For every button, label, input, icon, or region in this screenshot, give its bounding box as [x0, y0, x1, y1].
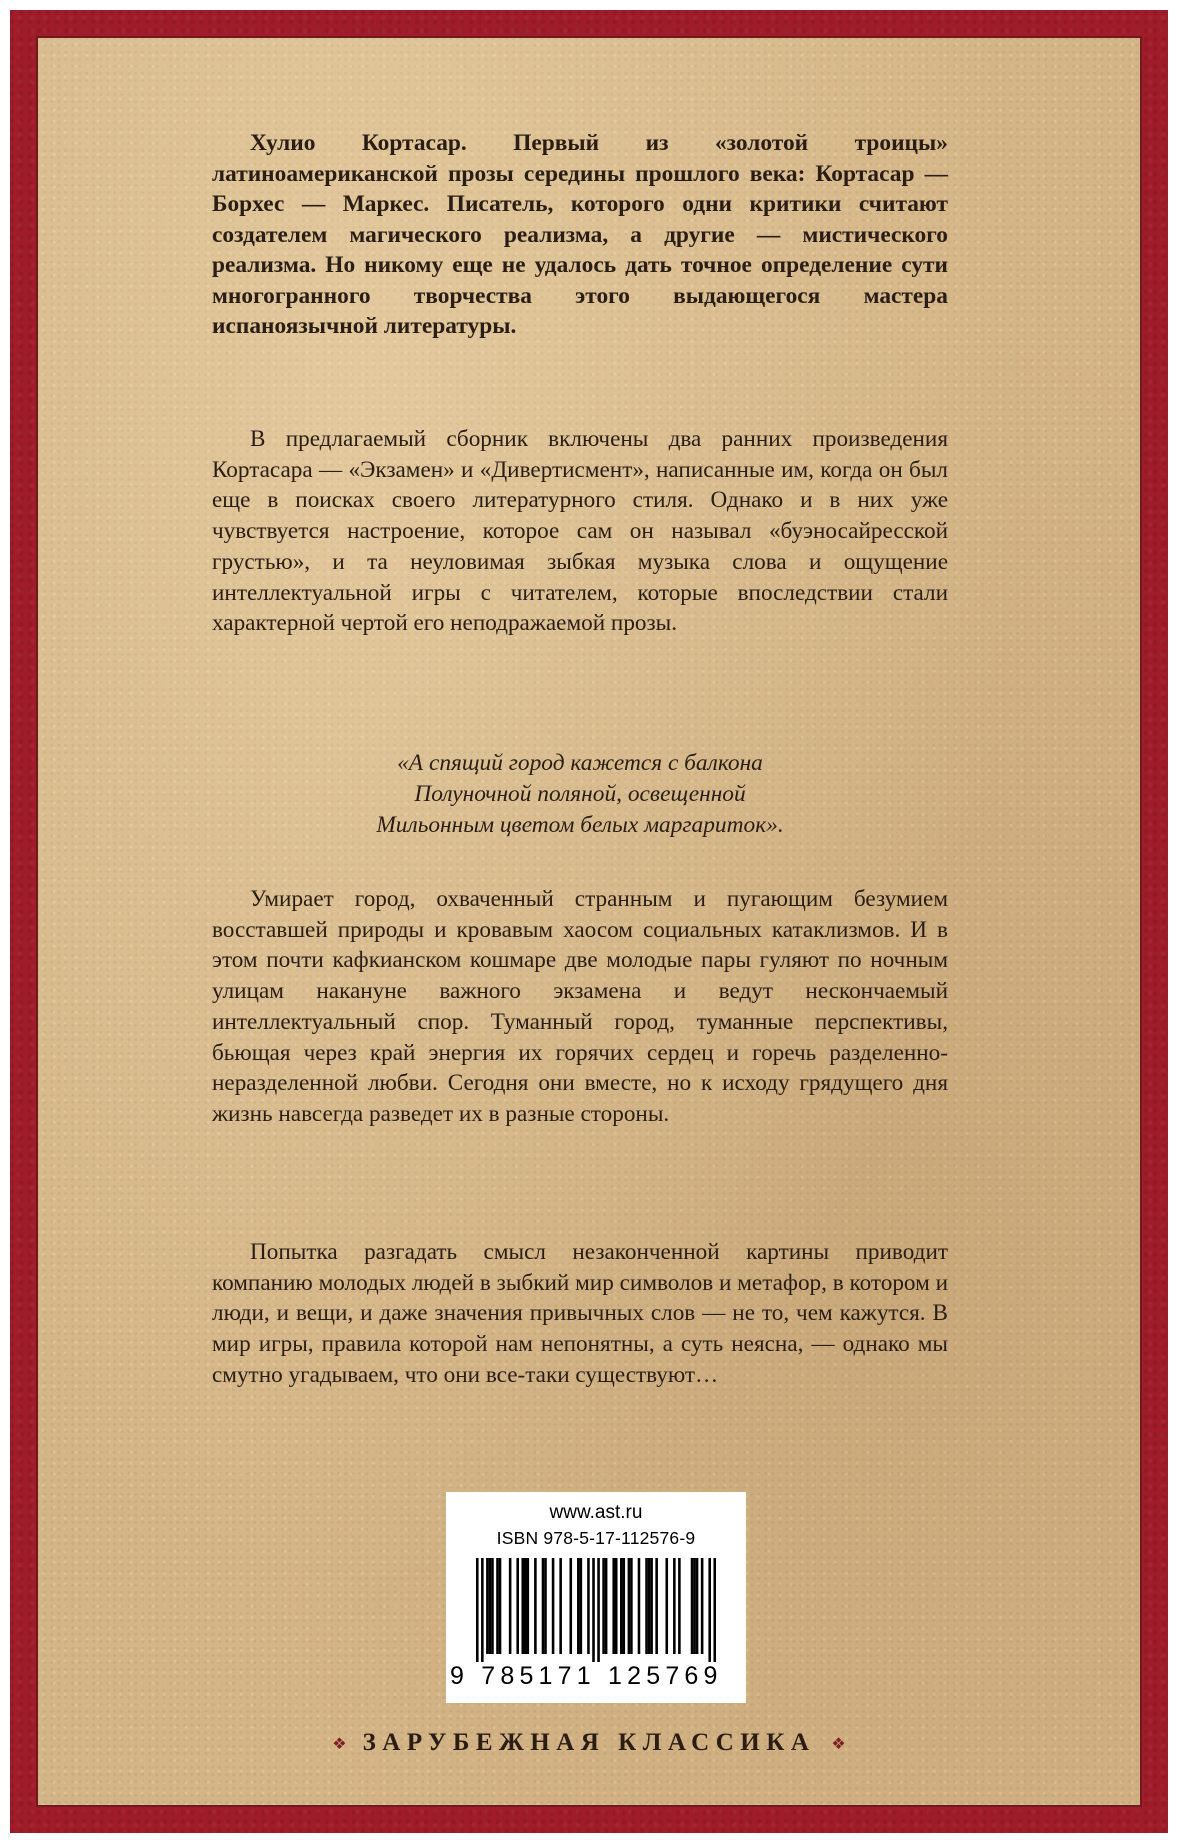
barcode-bar: [645, 1558, 648, 1654]
barcode-bar: [542, 1558, 545, 1654]
barcode-bar: [569, 1558, 572, 1654]
barcode-bar: [612, 1558, 615, 1654]
barcode-bar: [534, 1558, 537, 1654]
barcode-bar: [650, 1558, 653, 1654]
barcode-bar: [623, 1558, 626, 1654]
publisher-url: www.ast.ru: [549, 1502, 643, 1523]
barcode-bar: [559, 1558, 562, 1654]
barcode-bar: [701, 1558, 704, 1654]
description-paragraph-3: Попытка разгадать смысл незаконченной картины приводит компанию молодых людей в зыбкий мир символов и метафор, в котором и люди, и вещи, и даже значения привычных слов — не то, чем кажутся. В мир игры, правила которой нам непонятны, а суть неясна, — однако мы смутно угадываем, что они все-таки существуют…: [212, 1239, 948, 1388]
barcode-bar: [597, 1558, 600, 1662]
barcode-bar: [476, 1558, 479, 1662]
barcode-bar: [592, 1558, 595, 1662]
ornament-right-icon: ❖: [831, 1733, 846, 1753]
isbn-text: ISBN 978-5-17-112576-9: [496, 1528, 696, 1548]
barcode-bar: [580, 1558, 583, 1654]
barcode-bar: [693, 1558, 696, 1654]
barcode-bars: [476, 1558, 716, 1662]
barcode-bar: [602, 1558, 605, 1654]
barcode-bar: [713, 1558, 716, 1662]
poem-quote: [212, 748, 948, 841]
barcode-bar: [648, 1558, 651, 1654]
series-title: ЗАРУБЕЖНАЯ КЛАССИКА: [362, 1729, 816, 1756]
barcode-bar: [486, 1558, 489, 1654]
barcode-bar: [691, 1558, 694, 1654]
barcode-bar: [489, 1558, 492, 1654]
barcode-bar: [605, 1558, 608, 1654]
barcode-bar: [491, 1558, 494, 1654]
barcode-bar: [655, 1558, 658, 1654]
barcode-bar: [552, 1558, 555, 1654]
barcode-bar: [628, 1558, 631, 1654]
barcode-bar: [587, 1558, 590, 1654]
barcode-bar: [499, 1558, 502, 1654]
intro-paragraph: Хулио Кортасар. Первый из «золотой троицы» латиноамериканской прозы середины прошлого века: Кортасар — Борхес — Маркес. Писатель, которого одни критики считают создателем магического реализма, а другие — мистического реализма. Но никому еще не удалось дать точное определение сути многогранного творчества этого выдающегося мастера испаноязычной литературы.: [212, 130, 948, 339]
quote-line-1: «А спящий город кажется с балкона: [397, 750, 763, 776]
description-paragraph-1: В предлагаемый сборник включены два ранних произведения Кортасара — «Экзамен» и «Дивертисмент», написанные им, когда он был еще в поисках своего литературного стиля. Однако и в них уже чувствуется настроение, которое сам он называл «буэносайресской грустью», и та неуловимая зыбкая музыка слова и ощущение интеллектуальной игры с читателем, которые впоследствии стали характерной чертой его неподражаемой прозы.: [212, 426, 948, 637]
ornament-left-icon: ❖: [332, 1733, 347, 1753]
quote-line-3: Мильонным цветом белых маргариток».: [376, 812, 784, 838]
series-footer: [36, 1726, 1142, 1760]
quote-line-2: Полуночной поляной, освещенной: [414, 781, 746, 807]
barcode-digits: 9 785171 125769: [450, 1662, 723, 1690]
barcode-bar: [615, 1558, 618, 1654]
barcode-bar: [696, 1558, 699, 1654]
barcode-bar: [481, 1558, 484, 1662]
book-back-cover: [10, 10, 1168, 1833]
barcode-bar: [521, 1558, 524, 1654]
barcode-bar: [577, 1558, 580, 1654]
barcode-bar: [673, 1558, 676, 1654]
barcode-bar: [620, 1558, 623, 1654]
barcode-bar: [509, 1558, 512, 1654]
barcode-bar: [524, 1558, 527, 1654]
barcode-bar: [516, 1558, 519, 1654]
barcode-bar: [678, 1558, 681, 1654]
barcode-bar: [665, 1558, 668, 1654]
description-paragraph-2: Умирает город, охваченный странным и пугающим безумием восставшей природы и кровавым хаосом социальных катаклизмов. И в этом почти кафкианском кошмаре две молодые пары гуляют по ночным улицам накануне важного экзамена и ведут нескончаемый интеллектуальный спор. Туманный город, туманные перспективы, бьющая через край энергия их горячих сердец и горечь разделенно-неразделенной любви. Сегодня они вместе, но к исходу грядущего дня жизнь навсегда разведет их в разные стороны.: [212, 886, 948, 1127]
barcode-bar: [496, 1558, 499, 1654]
barcode-bar: [527, 1558, 530, 1654]
barcode-bar: [630, 1558, 633, 1654]
barcode-bar: [708, 1558, 711, 1662]
barcode-bar: [638, 1558, 641, 1654]
barcode-bar: [544, 1558, 547, 1654]
barcode-label: [446, 1492, 746, 1703]
text-panel: [36, 36, 1142, 1807]
